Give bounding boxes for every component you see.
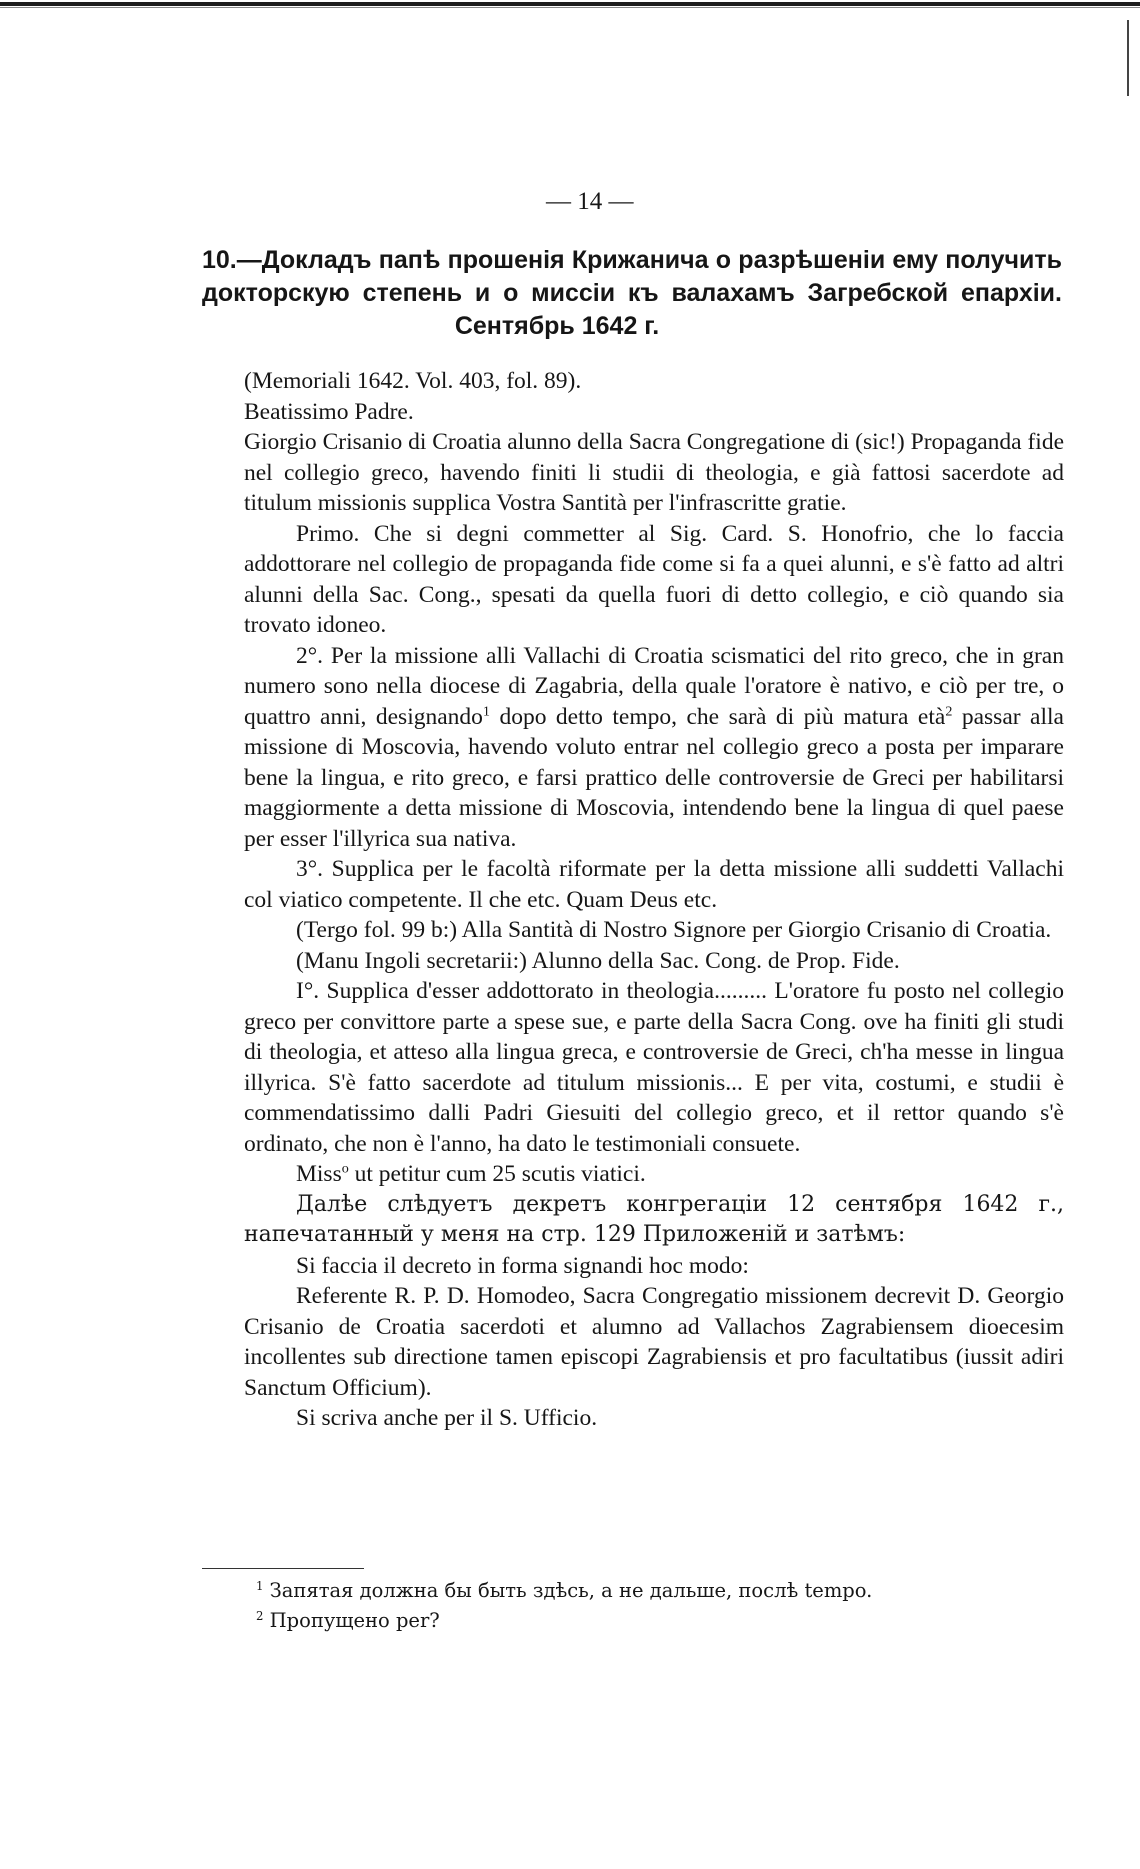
document-heading <box>202 244 1062 343</box>
missio-line: Miss$^o$ ut petitur cum 25 scutis viatici. <box>296 1160 646 1187</box>
closing-line: Si scriva anche per il S. Ufficio. <box>296 1405 598 1431</box>
paragraph-text: dopo detto tempo, che sarà di più matura età <box>489 703 946 730</box>
heading-date: Сентябрь 1642 г. <box>454 312 660 340</box>
paragraph-third <box>244 854 1064 915</box>
paragraph-text: Supplica d'esser addottorato in theologia......... L'oratore fu posto nel collegio greco per convittore parte a spese sue, e parte della Sacra Cong. ove ha finiti gli studi di theologia, et atteso alla lingua greca, e controversie de Greci, ch'ha messe in lingua illyrica. S'è fatto sacerdote ad titulum missionis... E per vita, costumi, e studii è commendatissimo dalli Padri Giesuiti del collegio greco, et il rettor quando s'è ordinato, che non è l'anno, ha dato le testimoniali consuete. <box>244 978 1064 1157</box>
footnote-2: $^2$ Пропущено per? <box>256 1608 440 1632</box>
document-body <box>244 366 1064 1434</box>
heading-line-1: 10.—Докладъ папѣ прошенія Крижанича о разрѣшеніи ему получить <box>202 246 1062 274</box>
paragraph-intro: Giorgio Crisanio di Croatia alunno della Sacra Congregatione di (sic!) Propaganda fide nel collegio greco, havendo finiti li studii di theologia, e già fattosi sacerdote ad titulum missionis supplica Vostra Santità per l'infrascritte gratie. <box>244 429 1064 516</box>
source-reference: (Memoriali 1642. Vol. 403, fol. 89). <box>244 368 582 394</box>
paragraph-second <box>244 641 1064 855</box>
paragraph-text: Supplica per le facoltà riformate per la detta missione alli suddetti Vallachi col viatico competente. Il che etc. Quam Deus etc. <box>244 856 1064 913</box>
manu-note: (Manu Ingoli secretarii:) Alunno della Sac. Cong. de Prop. Fide. <box>296 947 900 974</box>
heading-line-2: докторскую степень и о миссіи къ валахамъ Загребской епархіи. <box>202 279 1062 307</box>
right-edge-mark <box>1127 20 1129 96</box>
footnote-ref-1: 1 <box>482 703 490 720</box>
footnote-divider <box>202 1568 364 1569</box>
footnote-ref-2: 2 <box>945 703 953 720</box>
decree-text: Referente R. P. D. Homodeo, Sacra Congregatio missionem decrevit D. Georgio Crisanio de Croatia sacerdoti et alumno ad Vallachos Zagrabiensem dioecesim incollentes sub directione tamen episcopi Zagrabiensis et pro facultatibus (iussit adiri Sanctum Officium). <box>244 1283 1064 1401</box>
editor-note: Далѣе слѣдуетъ декретъ конгрегаціи 12 сентября 1642 г., напечатанный у меня на стр. 129 Приложеній и затѣмъ: <box>244 1191 1064 1247</box>
footnote-1: $^1$ Запятая должна бы быть здѣсь, а не дальше, послѣ tempo. <box>256 1578 873 1602</box>
decree-intro: Si faccia il decreto in forma signandi hoc modo: <box>296 1252 749 1279</box>
page-number: — 14 — <box>546 188 634 215</box>
paragraph-primo: Primo. Che si degni commetter al Sig. Card. S. Honofrio, che lo faccia addottorare nel collegio de propaganda fide come si fa a quei alunni, e s'è fatto ad altri alunni della Sac. Cong., spesati da quella fuori di detto collegio, e ciò quando sia trovato idoneo. <box>244 520 1064 638</box>
paragraph-first-request <box>244 976 1064 1159</box>
salutation: Beatissimo Padre. <box>244 398 414 425</box>
item-marker: 3°. <box>296 856 324 882</box>
item-marker: 2°. <box>296 642 324 669</box>
item-marker: I°. <box>296 978 320 1004</box>
paragraph-text: Per la missione alli Vallachi di Croatia scismatici del rito greco, che in gran numero sono nella diocese di Zagabria, della quale l'oratore è nativo, e ciò per tre, o quattro anni, designando <box>244 642 1064 730</box>
paragraph-text: passar alla missione di Moscovia, havendo voluto entrar nel collegio greco a posta per imparare bene la lingua, e rito greco, e farsi prattico delle controversie de Greci per habilitarsi maggiormente a detta missione di Moscovia, intendendo bene la lingua di quel paese per esser l'illyrica sua nativa. <box>244 703 1064 852</box>
footnotes <box>244 1576 1064 1636</box>
tergo-note: (Tergo fol. 99 b:) Alla Santità di Nostro Signore per Giorgio Crisanio di Croatia. <box>296 917 1052 943</box>
top-edge-rule <box>0 0 1140 10</box>
